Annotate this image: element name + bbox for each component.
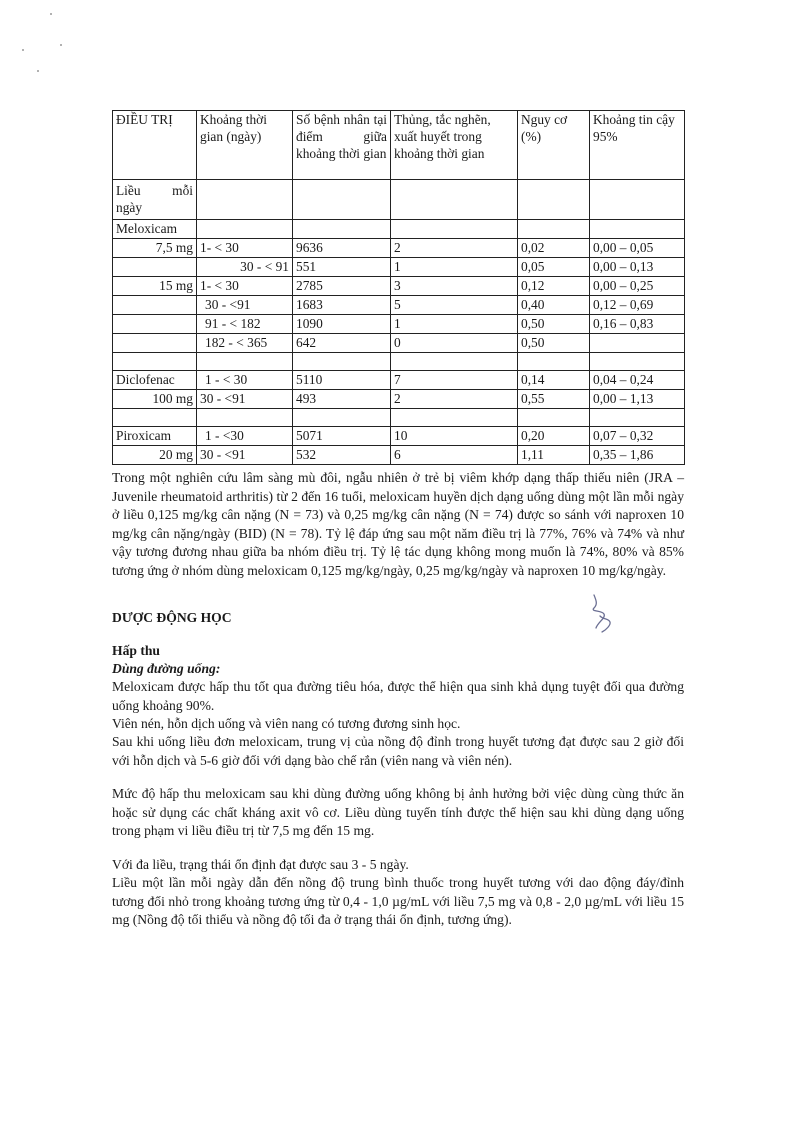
scan-speck [50, 13, 52, 15]
header-cell: Số bệnh nhân tại điểm giữa khoảng thời gian [293, 111, 391, 180]
table-row [113, 296, 685, 315]
section-title-pharmacokinetics: DƯỢC ĐỘNG HỌC [112, 610, 232, 625]
absorption-paragraph: Viên nén, hỗn dịch uống và viên nang có tương đương sinh học. [112, 716, 461, 731]
period-cell: 30 - <91 [197, 296, 293, 315]
header-cell: Khoảng thời gian (ngày) [197, 111, 293, 180]
patients-cell: 1090 [293, 315, 391, 334]
patients-cell: 532 [293, 446, 391, 465]
events-cell: 1 [391, 315, 518, 334]
dose-cell: 15 mg [113, 277, 197, 296]
ci-cell: 0,00 – 0,13 [590, 258, 685, 277]
dose-cell [113, 258, 197, 277]
events-cell: 3 [391, 277, 518, 296]
table-row [113, 258, 685, 277]
table-row [113, 277, 685, 296]
scan-speck [60, 44, 62, 46]
period-cell: 1 - <30 [197, 427, 293, 446]
dose-cell [113, 315, 197, 334]
table-row [113, 180, 685, 220]
absorption-paragraph: Với đa liều, trạng thái ổn định đạt được sau 3 - 5 ngày. [112, 857, 409, 872]
section-label: Liều mỗi ngày [113, 180, 197, 220]
events-cell: 7 [391, 371, 518, 390]
patients-cell: 2785 [293, 277, 391, 296]
risk-cell: 0,50 [518, 334, 590, 353]
ci-cell [590, 334, 685, 353]
subsection-title-absorption: Hấp thu [112, 643, 160, 658]
spacer-row [113, 353, 685, 371]
dose-cell: Piroxicam [113, 427, 197, 446]
dose-cell [113, 334, 197, 353]
header-cell: Nguy cơ (%) [518, 111, 590, 180]
dose-cell [113, 296, 197, 315]
ci-cell: 0,00 – 0,25 [590, 277, 685, 296]
risk-cell: 0,14 [518, 371, 590, 390]
ci-cell: 0,07 – 0,32 [590, 427, 685, 446]
dose-cell: Diclofenac [113, 371, 197, 390]
events-cell: 1 [391, 258, 518, 277]
gi-risk-table [112, 110, 685, 465]
period-cell: 1- < 30 [197, 277, 293, 296]
patients-cell: 5110 [293, 371, 391, 390]
patients-cell: 642 [293, 334, 391, 353]
handwritten-initial [580, 592, 620, 634]
table-row [113, 315, 685, 334]
risk-cell: 0,05 [518, 258, 590, 277]
table-row [113, 220, 685, 239]
risk-cell: 0,40 [518, 296, 590, 315]
events-cell: 2 [391, 390, 518, 409]
dose-cell: 7,5 mg [113, 239, 197, 258]
header-cell: Khoảng tin cậy 95% [590, 111, 685, 180]
spacer-row [113, 409, 685, 427]
risk-cell: 0,50 [518, 315, 590, 334]
events-cell: 5 [391, 296, 518, 315]
absorption-paragraph: Sau khi uống liều đơn meloxicam, trung vị của nồng độ đỉnh trong huyết tương đạt được sau 2 giờ đối với hỗn dịch và 5-6 giờ đối với dạng bào chế rắn (viên nang và viên nén). [112, 734, 684, 768]
risk-cell: 0,12 [518, 277, 590, 296]
patients-cell: 1683 [293, 296, 391, 315]
period-cell: 1 - < 30 [197, 371, 293, 390]
table-header-row [113, 111, 685, 180]
events-cell: 0 [391, 334, 518, 353]
absorption-paragraph: Meloxicam được hấp thu tốt qua đường tiêu hóa, được thể hiện qua sinh khả dụng tuyệt đối qua đường uống khoảng 90%. [112, 679, 684, 713]
patients-cell: 9636 [293, 239, 391, 258]
period-cell: 182 - < 365 [197, 334, 293, 353]
period-cell: 1- < 30 [197, 239, 293, 258]
events-cell: 6 [391, 446, 518, 465]
risk-cell: 0,02 [518, 239, 590, 258]
jra-study-paragraph: Trong một nghiên cứu lâm sàng mù đôi, ngẫu nhiên ở trẻ bị viêm khớp dạng thấp thiếu niên (JRA – Juvenile rheumatoid arthritis) từ 2 đến 16 tuổi, meloxicam huyền dịch dạng uống dùng một lần mỗi ngày ở liều 0,125 mg/kg cân nặng (N = 73) và 0,25 mg/kg cân nặng (N = 74) được so sánh với naproxen 10 mg/kg cân nặng/ngày (BID) (N = 78). Tỷ lệ đáp ứng sau một năm điều trị là 77%, 76% và 74% và như vậy tương đương nhau giữa ba nhóm điều trị. Tỷ lệ tác dụng không mong muốn là 74%, 80% và 85% tương ứng ở nhóm dùng meloxicam 0,125 mg/kg/ngày, 0,25 mg/kg/ngày và naproxen 10 mg/kg/ngày. [112, 470, 684, 578]
period-cell: 30 - < 91 [197, 258, 293, 277]
ci-cell: 0,04 – 0,24 [590, 371, 685, 390]
table-row [113, 239, 685, 258]
ci-cell: 0,00 – 0,05 [590, 239, 685, 258]
table-row [113, 334, 685, 353]
table-row [113, 390, 685, 409]
route-title-oral: Dùng đường uống: [112, 661, 221, 676]
patients-cell: 5071 [293, 427, 391, 446]
dose-cell: 20 mg [113, 446, 197, 465]
absorption-paragraph: Mức độ hấp thu meloxicam sau khi dùng đường uống không bị ảnh hưởng bởi việc dùng cùng thức ăn hoặc sử dụng các chất kháng axit vô cơ. Liều dùng tuyến tính được thể hiện sau khi dùng dạng uống trong phạm vi liều điều trị từ 7,5 mg đến 15 mg. [112, 786, 684, 838]
patients-cell: 493 [293, 390, 391, 409]
ci-cell: 0,35 – 1,86 [590, 446, 685, 465]
ci-cell: 0,00 – 1,13 [590, 390, 685, 409]
table-row [113, 446, 685, 465]
risk-cell: 1,11 [518, 446, 590, 465]
ci-cell: 0,12 – 0,69 [590, 296, 685, 315]
events-cell: 2 [391, 239, 518, 258]
risk-cell: 0,55 [518, 390, 590, 409]
scan-speck [37, 70, 39, 72]
period-cell: 30 - <91 [197, 390, 293, 409]
drug-name: Meloxicam [113, 220, 197, 239]
patients-cell: 551 [293, 258, 391, 277]
events-cell: 10 [391, 427, 518, 446]
period-cell: 30 - <91 [197, 446, 293, 465]
table-row [113, 427, 685, 446]
risk-cell: 0,20 [518, 427, 590, 446]
header-cell: Thủng, tắc nghẽn, xuất huyết trong khoảng thời gian [391, 111, 518, 180]
header-cell: ĐIỀU TRỊ [113, 111, 197, 180]
absorption-paragraph: Liều một lần mỗi ngày dẫn đến nồng độ trung bình thuốc trong huyết tương với dao động đáy/đỉnh tương đối nhỏ trong khoảng tương ứng từ 0,4 - 1,0 µg/mL với liều 7,5 mg và 0,8 - 2,0 µg/mL với liều 15 mg (Nồng độ tối thiểu và nồng độ tối đa ở trạng thái ổn định, tương ứng). [112, 875, 684, 927]
period-cell: 91 - < 182 [197, 315, 293, 334]
dose-cell: 100 mg [113, 390, 197, 409]
ci-cell: 0,16 – 0,83 [590, 315, 685, 334]
table-row [113, 371, 685, 390]
scan-speck [22, 49, 24, 51]
